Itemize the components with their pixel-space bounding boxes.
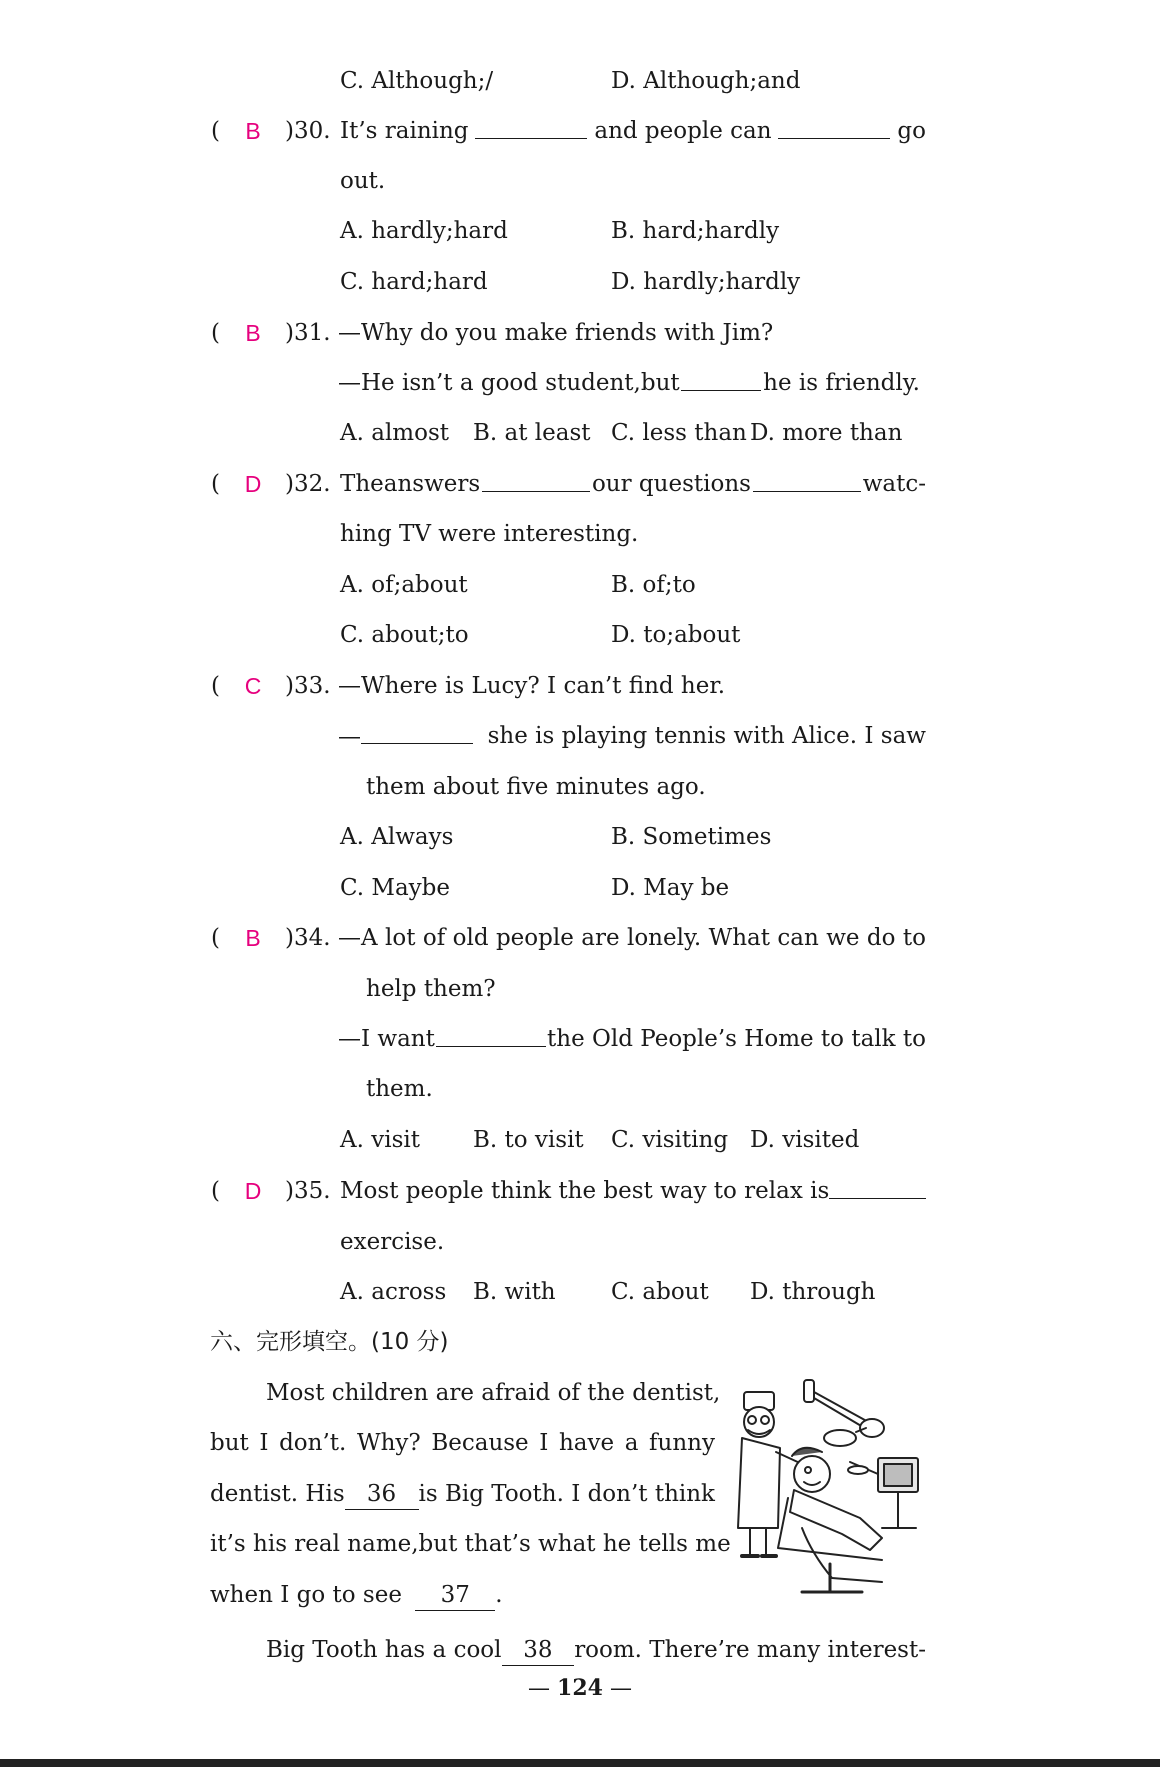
option-d: D. May be <box>611 875 730 901</box>
option-a: A. across <box>340 1279 447 1305</box>
section-title: 六、完形填空。(10 分) <box>210 1329 449 1355</box>
question-number: )33. <box>285 673 331 699</box>
passage-line <box>210 1580 503 1611</box>
answer-blank <box>436 1024 546 1047</box>
question-text: the Old People’s Home to talk to <box>547 1026 926 1052</box>
question-text: out. <box>340 168 386 194</box>
option-b: B. Sometimes <box>611 824 772 850</box>
question-text: them about five minutes ago. <box>366 774 706 800</box>
question-text: Most people think the best way to relax is <box>340 1178 830 1204</box>
option-a: A. almost <box>340 420 450 446</box>
question-line <box>340 469 926 499</box>
answer-blank <box>829 1176 926 1199</box>
question-text: help them? <box>366 976 496 1002</box>
question-text: exercise. <box>340 1229 445 1255</box>
question-number: )32. <box>285 471 331 497</box>
question-number: )30. <box>285 118 331 144</box>
passage-text: dentist. His <box>210 1481 345 1507</box>
option-c: C. Maybe <box>340 875 450 901</box>
answer-blank <box>361 721 473 744</box>
option-b: B. to visit <box>473 1127 584 1153</box>
answer-mark: B <box>245 320 261 346</box>
option-c: C. about;to <box>340 622 469 648</box>
option-d: D. to;about <box>611 622 741 648</box>
question-text: Theanswers <box>340 471 481 497</box>
blank-38: 38 <box>502 1635 575 1666</box>
option-a: A. hardly;hard <box>340 218 508 244</box>
option-c: C. Although;/ <box>340 68 494 94</box>
option-a: A. of;about <box>340 572 468 598</box>
question-text: —A lot of old people are lonely. What can we do to <box>338 925 926 951</box>
passage-text: is Big Tooth. I don’t think <box>418 1481 715 1507</box>
answer-mark: D <box>244 471 262 497</box>
bottom-edge <box>0 1759 1160 1767</box>
question-text: —Why do you make friends with Jim? <box>338 320 774 346</box>
option-a: A. Always <box>340 824 454 850</box>
passage-line <box>210 1479 715 1510</box>
passage-line <box>266 1635 926 1666</box>
question-text: — <box>338 721 473 752</box>
blank-37: 37 <box>415 1580 495 1611</box>
question-text: It’s raining <box>340 118 469 144</box>
answer-mark: B <box>245 925 261 951</box>
answer-blank <box>475 116 587 139</box>
option-d: D. through <box>750 1279 876 1305</box>
answer-mark: C <box>244 673 262 699</box>
question-text: —Where is Lucy? I can’t find her. <box>338 673 726 699</box>
question-number: )35. <box>285 1178 331 1204</box>
passage-line: but I don’t. Why? Because I have a funny <box>210 1430 715 1456</box>
answer-blank <box>482 469 590 492</box>
option-a: A. visit <box>340 1127 420 1153</box>
answer-paren-open: ( <box>211 925 220 951</box>
question-text: them. <box>366 1076 433 1102</box>
option-d: D. visited <box>750 1127 860 1153</box>
question-line <box>338 721 926 752</box>
passage-line: Most children are afraid of the dentist, <box>266 1380 721 1406</box>
option-c: C. about <box>611 1279 709 1305</box>
question-text: watc- <box>862 471 926 497</box>
passage-text: . <box>495 1582 503 1608</box>
answer-paren-open: ( <box>211 118 220 144</box>
question-text: —I want <box>338 1026 435 1052</box>
question-text: —He isn’t a good student,but <box>338 370 680 396</box>
option-b: B. with <box>473 1279 556 1305</box>
question-line <box>338 368 920 398</box>
answer-paren-open: ( <box>211 320 220 346</box>
option-c: C. visiting <box>611 1127 729 1153</box>
blank-36: 36 <box>345 1479 419 1510</box>
passage-line: it’s his real name,but that’s what he tells me <box>210 1531 731 1557</box>
answer-mark: D <box>244 1178 262 1204</box>
option-d: D. more than <box>750 420 903 446</box>
option-d: D. hardly;hardly <box>611 269 801 295</box>
question-text: and people can <box>594 118 772 144</box>
question-text: go <box>897 118 926 144</box>
answer-blank <box>753 469 861 492</box>
question-line <box>338 1024 926 1054</box>
option-b: B. at least <box>473 420 591 446</box>
question-text: he is friendly. <box>763 370 920 396</box>
question-number: )31. <box>285 320 331 346</box>
page-number: — 124 — <box>528 1675 632 1701</box>
answer-mark: B <box>245 118 261 144</box>
passage-text: when I go to see <box>210 1582 402 1608</box>
question-number: )34. <box>285 925 331 951</box>
question-text: hing TV were interesting. <box>340 521 639 547</box>
passage-text: Big Tooth has a cool <box>266 1637 502 1663</box>
question-text: she is playing tennis with Alice. I saw <box>487 723 926 749</box>
question-line <box>340 1176 926 1206</box>
question-text: our questions <box>591 471 751 497</box>
answer-paren-open: ( <box>211 673 220 699</box>
option-c: C. less than <box>611 420 747 446</box>
option-b: B. of;to <box>611 572 696 598</box>
option-d: D. Although;and <box>611 68 801 94</box>
answer-paren-open: ( <box>211 1178 220 1204</box>
dentist-illustration <box>732 1378 928 1596</box>
option-c: C. hard;hard <box>340 269 488 295</box>
answer-paren-open: ( <box>211 471 220 497</box>
answer-blank <box>681 368 761 391</box>
passage-text: room. There’re many interest- <box>574 1637 926 1663</box>
option-b: B. hard;hardly <box>611 218 780 244</box>
question-line <box>340 116 926 146</box>
answer-blank <box>778 116 890 139</box>
